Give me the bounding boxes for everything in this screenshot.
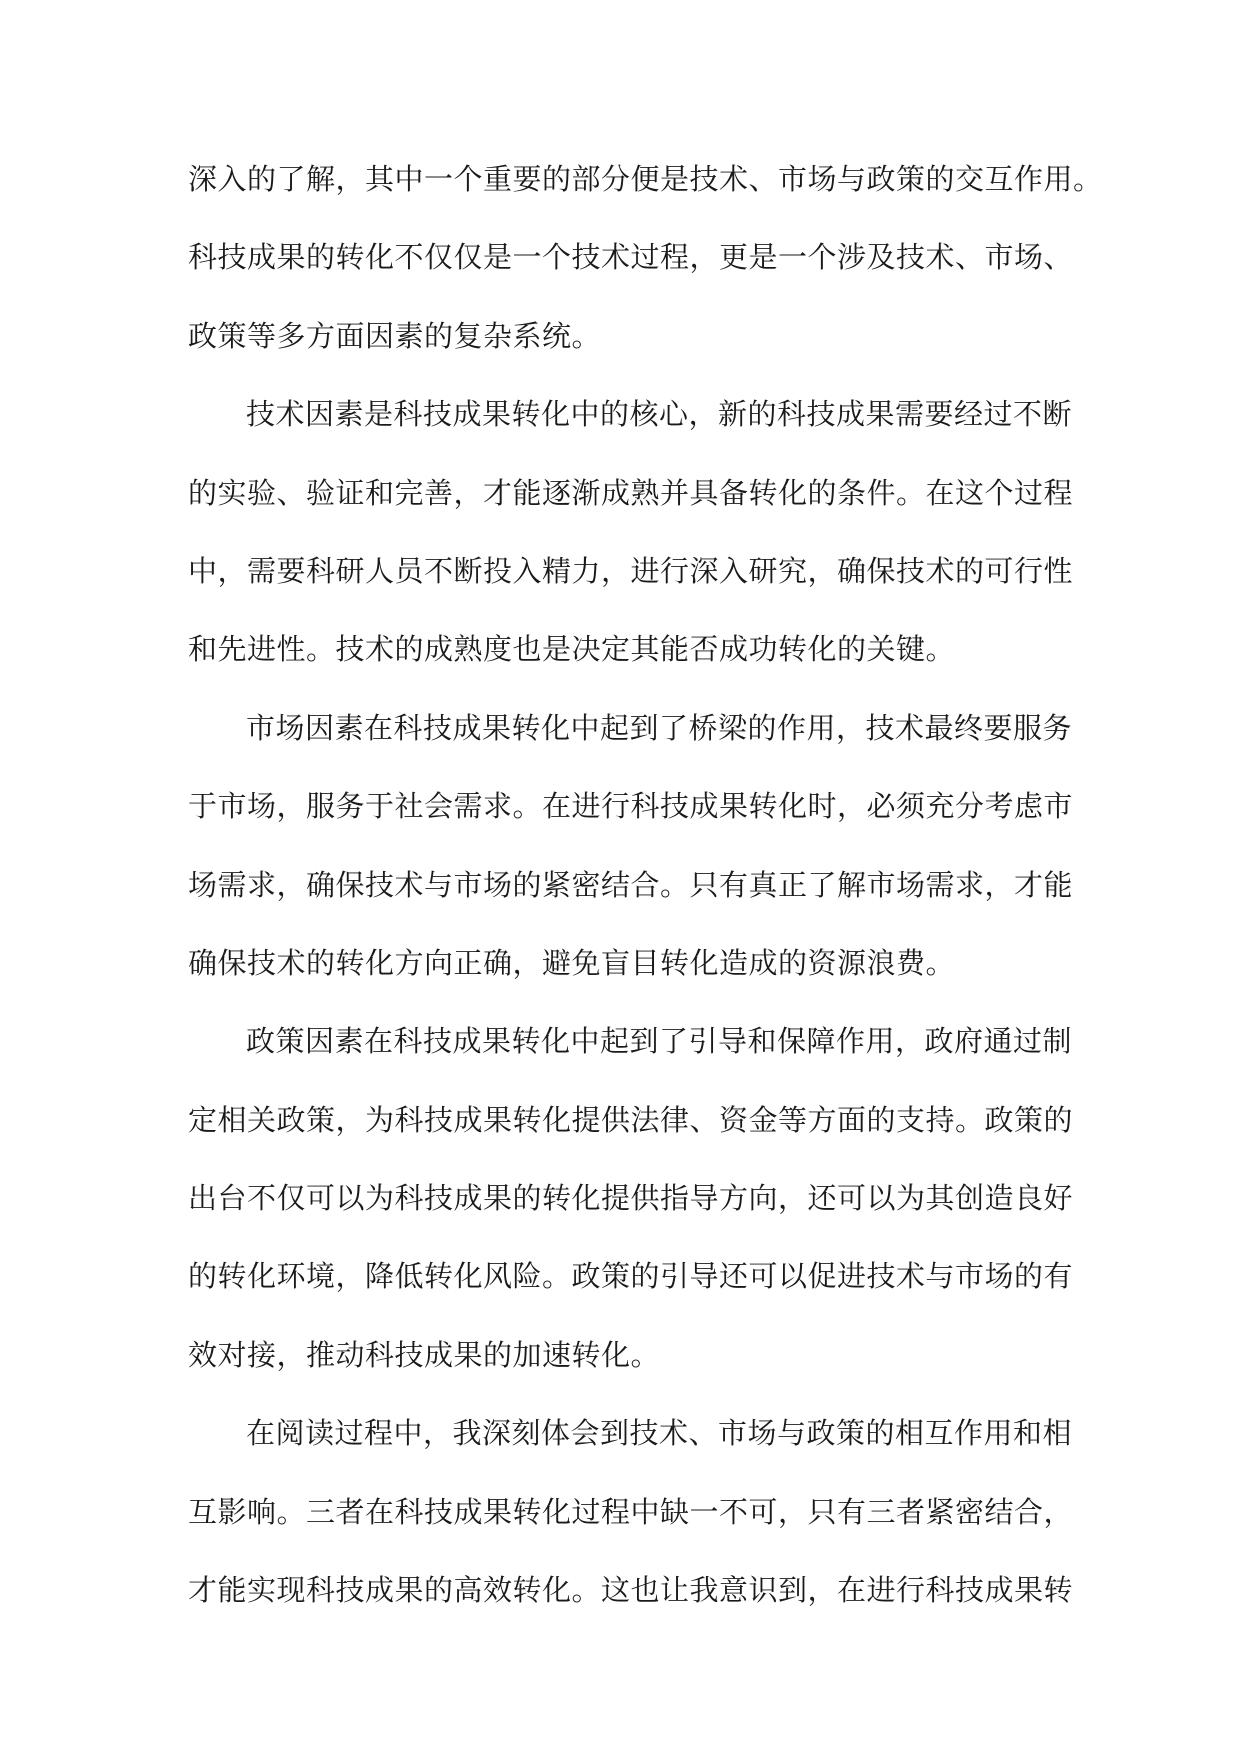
paragraph-line: 效对接，推动科技成果的加速转化。 bbox=[188, 1337, 661, 1372]
paragraph-3 bbox=[188, 689, 1074, 1003]
paragraph-2 bbox=[188, 375, 1074, 689]
paragraph-line: 政策因素在科技成果转化中起到了引导和保障作用，政府通过制 bbox=[246, 1024, 1073, 1059]
paragraph-line: 科技成果的转化不仅仅是一个技术过程，更是一个涉及技术、市场、 bbox=[188, 240, 1074, 275]
paragraph-line: 和先进性。技术的成熟度也是决定其能否成功转化的关键。 bbox=[188, 632, 956, 667]
paragraph-line: 确保技术的转化方向正确，避免盲目转化造成的资源浪费。 bbox=[188, 945, 956, 980]
paragraph-line: 技术因素是科技成果转化中的核心，新的科技成果需要经过不断 bbox=[246, 397, 1073, 432]
paragraph-line: 的实验、验证和完善，才能逐渐成熟并具备转化的条件。在这个过程 bbox=[188, 475, 1074, 510]
paragraph-line: 定相关政策，为科技成果转化提供法律、资金等方面的支持。政策的 bbox=[188, 1102, 1074, 1137]
paragraph-line: 才能实现科技成果的高效转化。这也让我意识到，在进行科技成果转 bbox=[188, 1573, 1074, 1608]
paragraph-line: 出台不仅可以为科技成果的转化提供指导方向，还可以为其创造良好 bbox=[188, 1181, 1074, 1216]
paragraph-line: 中，需要科研人员不断投入精力，进行深入研究，确保技术的可行性 bbox=[188, 553, 1074, 588]
paragraph-5 bbox=[188, 1394, 1074, 1629]
paragraph-line: 在阅读过程中，我深刻体会到技术、市场与政策的相互作用和相 bbox=[246, 1416, 1073, 1451]
paragraph-1 bbox=[188, 140, 1103, 375]
paragraph-line: 深入的了解，其中一个重要的部分便是技术、市场与政策的交互作用。 bbox=[188, 162, 1103, 196]
paragraph-line: 市场因素在科技成果转化中起到了桥梁的作用，技术最终要服务 bbox=[246, 710, 1073, 745]
paragraph-line: 政策等多方面因素的复杂系统。 bbox=[188, 318, 602, 353]
paragraph-line: 的转化环境，降低转化风险。政策的引导还可以促进技术与市场的有 bbox=[188, 1259, 1074, 1294]
paragraph-line: 场需求，确保技术与市场的紧密结合。只有真正了解市场需求，才能 bbox=[188, 867, 1074, 902]
paragraph-line: 于市场，服务于社会需求。在进行科技成果转化时，必须充分考虑市 bbox=[188, 789, 1074, 824]
body-text bbox=[188, 140, 1103, 1629]
paragraph-4 bbox=[188, 1002, 1074, 1394]
paragraph-line: 互影响。三者在科技成果转化过程中缺一不可，只有三者紧密结合， bbox=[188, 1494, 1074, 1529]
